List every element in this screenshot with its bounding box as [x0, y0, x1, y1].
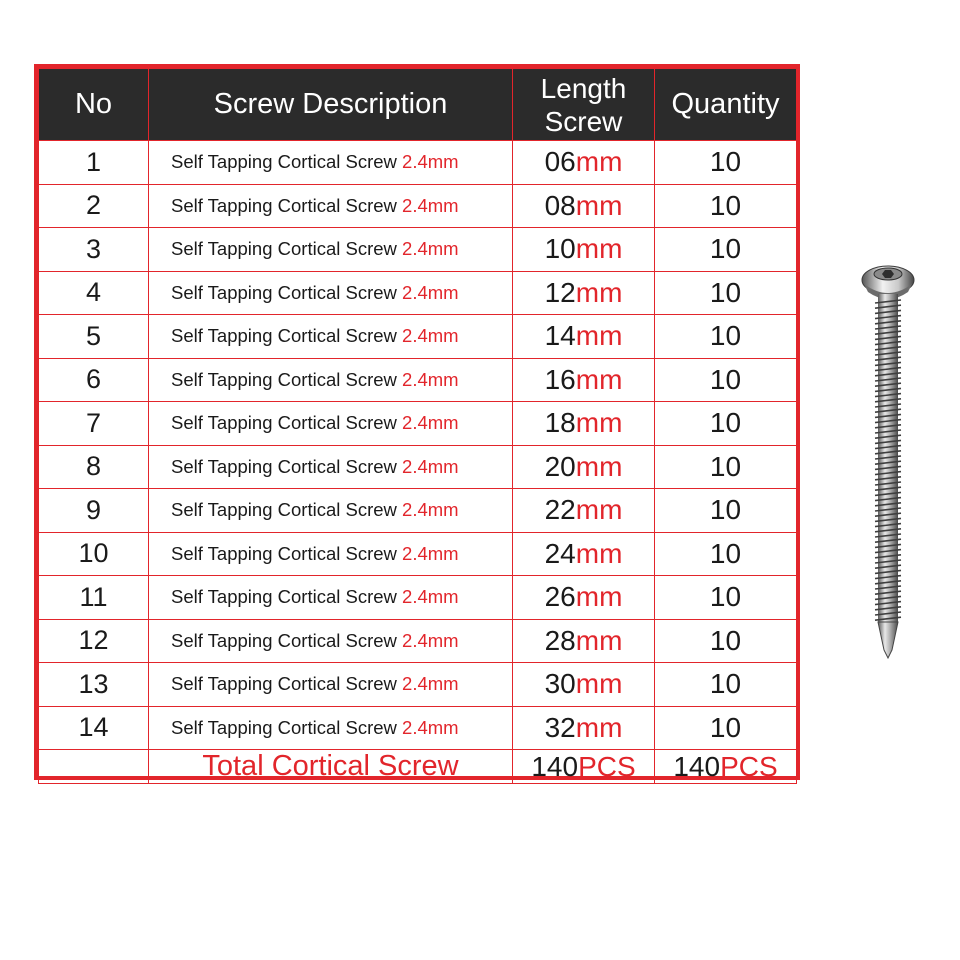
row-description: [149, 228, 513, 272]
row-length-value: 26: [544, 581, 576, 613]
row-length-unit: mm: [575, 450, 623, 482]
total-qty-count: 140: [673, 750, 721, 782]
row-no: 2: [39, 184, 149, 228]
row-description: [149, 532, 513, 576]
table-row: [39, 663, 797, 707]
total-row: [39, 750, 797, 784]
row-diameter: 2.4mm: [402, 455, 459, 477]
row-diameter: 2.4mm: [402, 412, 459, 434]
total-no-cell: [39, 750, 149, 784]
header-description: Screw Description: [149, 69, 513, 141]
row-length: [513, 576, 655, 620]
row-quantity: 10: [655, 141, 797, 185]
row-description-text: Self Tapping Cortical Screw: [171, 194, 397, 216]
row-quantity: 10: [655, 445, 797, 489]
row-description-text: Self Tapping Cortical Screw: [171, 281, 397, 303]
row-length-value: 16: [544, 363, 576, 395]
row-length-unit: mm: [575, 668, 623, 700]
table-row: [39, 271, 797, 315]
header-no: No: [39, 69, 149, 141]
row-length-unit: mm: [575, 189, 623, 221]
row-no: 9: [39, 489, 149, 533]
row-length-value: 12: [544, 276, 576, 308]
row-no: 3: [39, 228, 149, 272]
row-length-unit: mm: [575, 320, 623, 352]
row-description-text: Self Tapping Cortical Screw: [171, 238, 397, 260]
row-length-unit: mm: [575, 537, 623, 569]
row-description: [149, 489, 513, 533]
screw-spec-table: [34, 64, 800, 780]
row-description-text: Self Tapping Cortical Screw: [171, 499, 397, 521]
row-description: [149, 141, 513, 185]
row-description: [149, 184, 513, 228]
row-quantity: 10: [655, 489, 797, 533]
row-description: [149, 271, 513, 315]
row-diameter: 2.4mm: [402, 238, 459, 260]
row-length: [513, 489, 655, 533]
row-length: [513, 358, 655, 402]
row-description-text: Self Tapping Cortical Screw: [171, 412, 397, 434]
row-length-value: 18: [544, 407, 576, 439]
row-no: 13: [39, 663, 149, 707]
row-description: [149, 663, 513, 707]
row-description-text: Self Tapping Cortical Screw: [171, 325, 397, 347]
table-row: [39, 706, 797, 750]
header-length: [513, 69, 655, 141]
row-length: [513, 706, 655, 750]
row-quantity: 10: [655, 315, 797, 359]
row-length-unit: mm: [575, 146, 623, 178]
row-length-unit: mm: [575, 581, 623, 613]
row-length-unit: mm: [575, 276, 623, 308]
row-length: [513, 315, 655, 359]
row-description-text: Self Tapping Cortical Screw: [171, 368, 397, 390]
row-description: [149, 619, 513, 663]
row-length-value: 06: [544, 146, 576, 178]
row-no: 10: [39, 532, 149, 576]
row-diameter: 2.4mm: [402, 281, 459, 303]
row-diameter: 2.4mm: [402, 194, 459, 216]
row-quantity: 10: [655, 619, 797, 663]
row-diameter: 2.4mm: [402, 499, 459, 521]
row-no: 5: [39, 315, 149, 359]
row-no: 4: [39, 271, 149, 315]
row-quantity: 10: [655, 228, 797, 272]
row-no: 11: [39, 576, 149, 620]
row-length: [513, 663, 655, 707]
table-header-row: [39, 69, 797, 141]
total-length-unit: PCS: [578, 750, 636, 782]
row-diameter: 2.4mm: [402, 368, 459, 390]
row-no: 6: [39, 358, 149, 402]
row-no: 14: [39, 706, 149, 750]
row-diameter: 2.4mm: [402, 151, 459, 173]
cortical-screw-icon: [858, 262, 918, 662]
row-length: [513, 271, 655, 315]
row-description-text: Self Tapping Cortical Screw: [171, 586, 397, 608]
row-diameter: 2.4mm: [402, 586, 459, 608]
row-description: [149, 445, 513, 489]
row-length-value: 22: [544, 494, 576, 526]
row-length-value: 14: [544, 320, 576, 352]
row-length-unit: mm: [575, 624, 623, 656]
row-description-text: Self Tapping Cortical Screw: [171, 455, 397, 477]
row-diameter: 2.4mm: [402, 325, 459, 347]
row-no: 1: [39, 141, 149, 185]
table-row: [39, 619, 797, 663]
row-quantity: 10: [655, 271, 797, 315]
row-length-unit: mm: [575, 711, 623, 743]
row-length: [513, 141, 655, 185]
total-qty-unit: PCS: [720, 750, 778, 782]
row-description: [149, 315, 513, 359]
total-quantity-cell: [655, 750, 797, 784]
table-row: [39, 402, 797, 446]
header-length-line2: Screw: [544, 105, 623, 137]
table-row: [39, 489, 797, 533]
row-diameter: 2.4mm: [402, 629, 459, 651]
row-description-text: Self Tapping Cortical Screw: [171, 673, 397, 695]
table-row: [39, 141, 797, 185]
row-length: [513, 532, 655, 576]
table-row: [39, 184, 797, 228]
table-body: [39, 141, 797, 750]
row-no: 8: [39, 445, 149, 489]
table-row: [39, 358, 797, 402]
row-length-value: 10: [544, 233, 576, 265]
row-quantity: 10: [655, 358, 797, 402]
row-length-unit: mm: [575, 363, 623, 395]
row-description: [149, 706, 513, 750]
row-length: [513, 184, 655, 228]
row-quantity: 10: [655, 663, 797, 707]
row-length: [513, 228, 655, 272]
table-row: [39, 532, 797, 576]
row-quantity: 10: [655, 706, 797, 750]
total-length-cell: [513, 750, 655, 784]
row-diameter: 2.4mm: [402, 542, 459, 564]
row-length-value: 28: [544, 624, 576, 656]
screw-table: [38, 68, 797, 784]
row-length-unit: mm: [575, 233, 623, 265]
row-quantity: 10: [655, 402, 797, 446]
row-quantity: 10: [655, 576, 797, 620]
row-length-value: 30: [544, 668, 576, 700]
row-diameter: 2.4mm: [402, 716, 459, 738]
header-length-line1: Length: [540, 72, 627, 104]
row-length: [513, 619, 655, 663]
row-description: [149, 576, 513, 620]
row-length-value: 08: [544, 189, 576, 221]
row-length-unit: mm: [575, 494, 623, 526]
row-length-value: 32: [544, 711, 576, 743]
row-no: 12: [39, 619, 149, 663]
table-row: [39, 228, 797, 272]
row-diameter: 2.4mm: [402, 673, 459, 695]
table-row: [39, 576, 797, 620]
total-label: Total Cortical Screw: [149, 750, 513, 784]
row-description-text: Self Tapping Cortical Screw: [171, 716, 397, 738]
row-length-unit: mm: [575, 407, 623, 439]
row-length-value: 24: [544, 537, 576, 569]
row-quantity: 10: [655, 184, 797, 228]
table-row: [39, 445, 797, 489]
row-length-value: 20: [544, 450, 576, 482]
row-length: [513, 445, 655, 489]
row-description-text: Self Tapping Cortical Screw: [171, 542, 397, 564]
row-description: [149, 358, 513, 402]
row-description: [149, 402, 513, 446]
table-row: [39, 315, 797, 359]
row-no: 7: [39, 402, 149, 446]
row-description-text: Self Tapping Cortical Screw: [171, 151, 397, 173]
row-quantity: 10: [655, 532, 797, 576]
row-description-text: Self Tapping Cortical Screw: [171, 629, 397, 651]
row-length: [513, 402, 655, 446]
total-length-count: 140: [531, 750, 579, 782]
header-quantity: Quantity: [655, 69, 797, 141]
